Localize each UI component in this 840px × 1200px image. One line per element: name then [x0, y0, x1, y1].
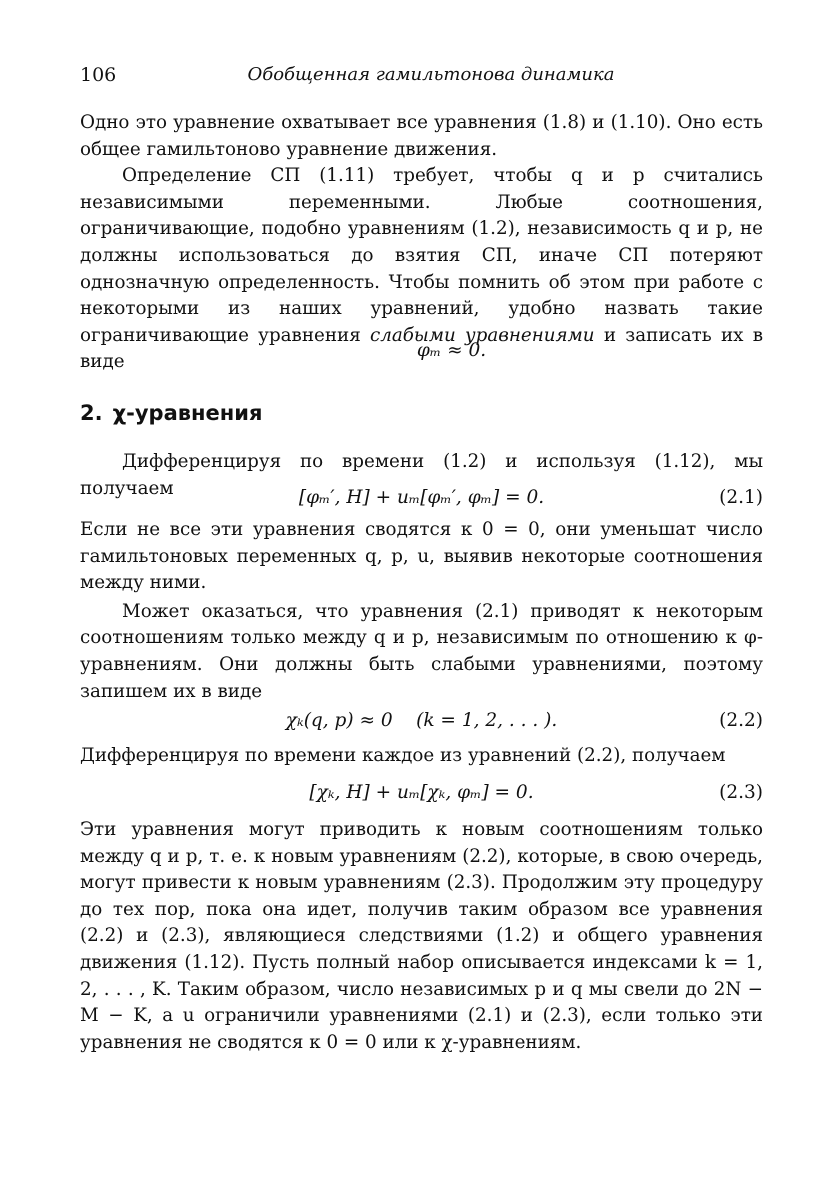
- equation-2-3-text: [χₖ, H] + uₘ[χₖ, φₘ] = 0.: [309, 782, 534, 803]
- paragraph-1: Одно это уравнение охватывает все уравнения (1.8) и (1.10). Оно есть общее гамильтоново уравнение движения.: [80, 112, 763, 160]
- paragraph-7: Эти уравнения могут приводить к новым соотношениям только между q и p, т. е. к новым уравнениям (2.2), которые, в свою очередь, могут привести к новым уравнениям (2.3). Продолжим эту процедуру до тех пор, пока она идет, получив таким образом все уравнения (2.2) и (2.3), являющиеся следствиями (1.2) и общего уравнения движения (1.12). Пусть полный набор описывается индексами k = 1, 2, . . . , K. Таким образом, число независимых p и q мы свели до 2N − M − K, а u ограничили уравнениями (2.1) и (2.3), если только эти уравнения не сводятся к 0 = 0 или к χ-уравнениям.: [80, 819, 763, 1053]
- paragraph-6: Дифференцируя по времени каждое из уравнений (2.2), получаем: [80, 745, 726, 766]
- equation-2-1-text: [φₘ′, H] + uₘ[φₘ′, φₘ] = 0.: [298, 487, 545, 508]
- equation-2-1: [80, 483, 763, 513]
- text-block-4: [80, 517, 763, 705]
- equation-weak-text: φₘ ≈ 0.: [416, 340, 487, 361]
- paragraph-2-text-b: и записать их в виде: [80, 324, 763, 373]
- equation-weak: [80, 336, 763, 366]
- text-block-6: [80, 743, 763, 770]
- paragraph-4: Если не все эти уравнения сводятся к 0 = 0, они уменьшат число гамильтоновых переменных q, p, u, выявив некоторые соотношения между ними.: [80, 519, 763, 594]
- equation-2-2-row: [80, 706, 763, 736]
- page-number: 106: [80, 64, 117, 86]
- paragraph-2-text-a: Определение СП (1.11) требует, чтобы q и p считались независимыми переменными. Любые соотношения, ограничивающие, подобно уравнениям (1.2), независимость q и p, не должны использоваться до взятия СП, иначе СП потеряют однозначную определенность. Чтобы помнить об этом при работе с некоторыми из наших уравнений, удобно назвать такие ограничивающие уравнения: [80, 165, 763, 346]
- running-head: Обобщенная гамильтонова динамика: [247, 64, 615, 85]
- paragraph-5: Может оказаться, что уравнения (2.1) приводят к некоторым соотношениям только между q и p, независимым по отношению к φ-уравнениям. Они должны быть слабыми уравнениями, поэтому запишем их в виде: [80, 600, 763, 702]
- equation-2-1-row: [80, 483, 763, 513]
- section-heading: [80, 401, 763, 425]
- page-header: [80, 64, 762, 94]
- equation-2-1-number: (2.1): [719, 487, 763, 508]
- equation-2-3-number: (2.3): [719, 782, 763, 803]
- equation-2-3: [80, 778, 763, 808]
- section-title-text: χ-уравнения: [112, 401, 263, 425]
- section-title: [80, 401, 763, 425]
- equation-2-2-number: (2.2): [719, 710, 763, 731]
- equation-2-2-text: χₖ(q, p) ≈ 0 (k = 1, 2, . . . ).: [285, 710, 558, 731]
- paragraph-2-emphasis: слабыми уравнениями: [370, 324, 595, 346]
- equation-2-3-row: [80, 778, 763, 808]
- section-number: 2.: [80, 401, 103, 425]
- text-block-7: [80, 817, 763, 1056]
- equation-2-2: [80, 706, 763, 736]
- paragraph-3: Дифференцируя по времени (1.2) и используя (1.12), мы получаем: [80, 451, 763, 499]
